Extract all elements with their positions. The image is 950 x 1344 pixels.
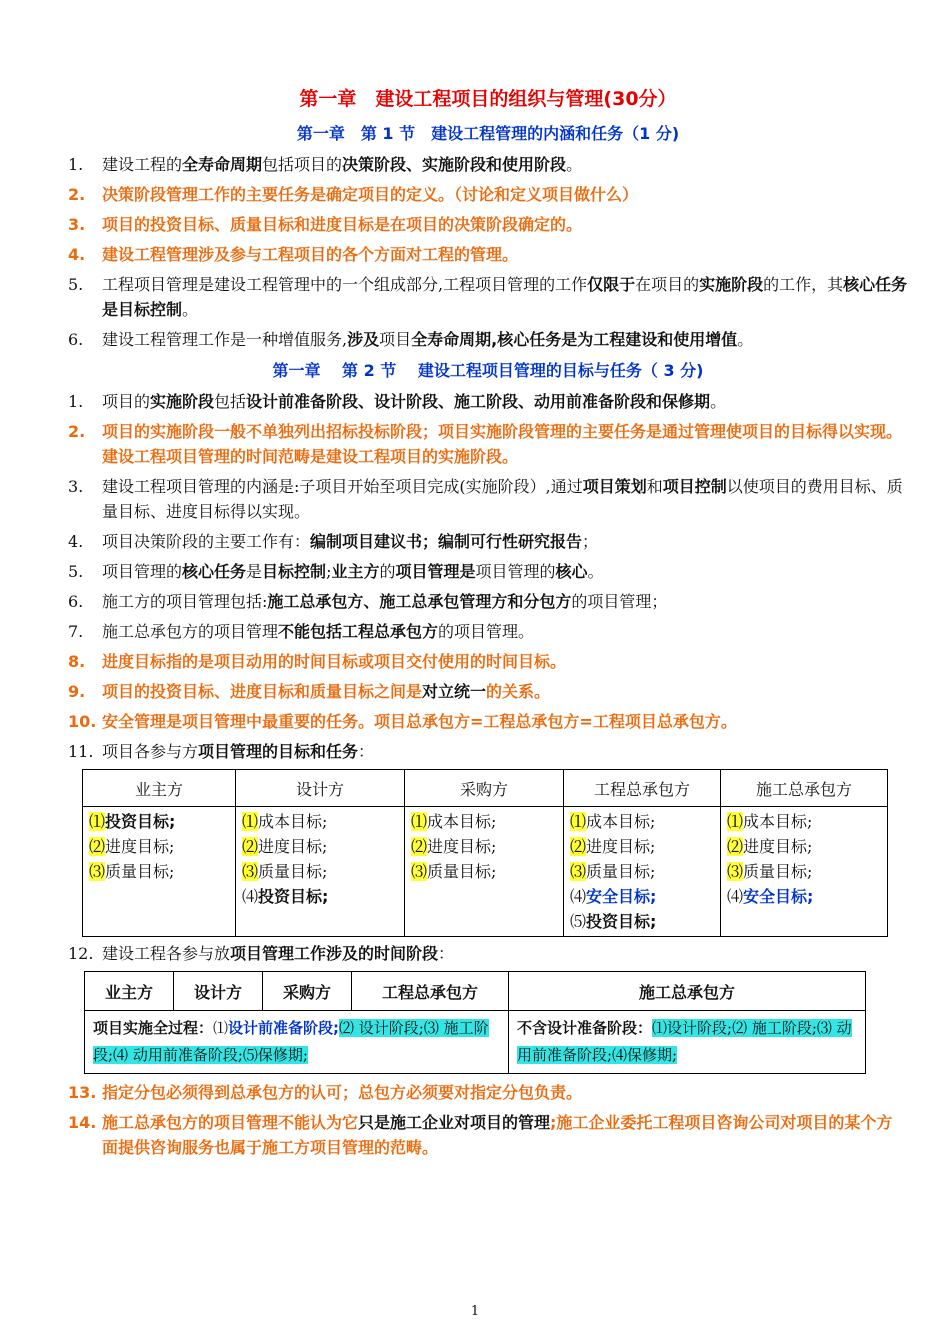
text-run: 进度目标指的是项目动用的时间目标或项目交付使用的时间目标。 bbox=[102, 652, 567, 671]
goal-line bbox=[570, 909, 714, 934]
list-item-text bbox=[102, 182, 908, 207]
section-1-heading: 第一章 第 1 节 建设工程管理的内涵和任务（1 分) bbox=[296, 124, 680, 143]
list-item-text bbox=[102, 152, 908, 177]
text-run: 项目管理是 bbox=[395, 562, 476, 581]
text-run: 包括项目的 bbox=[262, 155, 343, 174]
text-run: 全寿命周期,核心任务是为工程建设和使用增值 bbox=[411, 330, 738, 349]
text-run: ⑴ bbox=[727, 812, 744, 831]
text-run: 质量目标; bbox=[258, 862, 328, 881]
text-run: 投资目标; bbox=[258, 887, 329, 906]
text-run: ⑵ bbox=[411, 837, 428, 856]
list-item-text bbox=[102, 242, 908, 267]
text-run: 项目决策阶段的主要工作有： bbox=[102, 532, 311, 551]
text-run: 项目管理的目标和任务 bbox=[198, 742, 359, 761]
list-item bbox=[68, 242, 908, 267]
phases-cell-right bbox=[509, 1011, 866, 1074]
text-run: 项目 bbox=[379, 330, 412, 349]
text-run: 建设工程管理涉及参与工程项目的各个方面对工程的管理。 bbox=[102, 245, 519, 264]
text-run: 质量目标; bbox=[427, 862, 497, 881]
list-item bbox=[68, 941, 908, 966]
goal-line bbox=[727, 859, 881, 884]
text-run: 建设工程管理工作是一种增值服务, bbox=[102, 330, 348, 349]
list-item bbox=[68, 529, 908, 554]
goals-cell bbox=[236, 807, 405, 937]
text-run: 项目控制 bbox=[662, 477, 727, 496]
text-run: 对立统一 bbox=[422, 682, 487, 701]
text-run: ⑵ 设计阶段;⑶ 施工阶段;⑷ 动用前准备阶段;⑸保修期; bbox=[93, 1019, 489, 1064]
header-cell: 工程总承包方 bbox=[564, 770, 721, 807]
list-item-text bbox=[102, 559, 908, 584]
list-item-text bbox=[102, 1080, 908, 1105]
text-run: 建设工程项目管理的内涵是:子项目开始至项目完成(实施阶段）,通过 bbox=[102, 477, 583, 496]
list-item-number: 2. bbox=[68, 422, 86, 441]
list-item-number: 3. bbox=[68, 215, 86, 234]
goals-cell bbox=[83, 807, 236, 937]
goal-line bbox=[570, 859, 714, 884]
header-cell: 施工总承包方 bbox=[721, 770, 888, 807]
list-item-text bbox=[102, 709, 908, 734]
text-run: ； bbox=[582, 532, 599, 551]
text-run: ⑶ bbox=[570, 862, 587, 881]
text-run: 进度目标; bbox=[258, 837, 328, 856]
list-item bbox=[68, 619, 908, 644]
text-run: 和 bbox=[646, 477, 663, 496]
text-run: 工程项目管理是建设工程管理中的一个组成部分,工程项目管理的工作 bbox=[102, 275, 588, 294]
text-run: ⑴ bbox=[570, 812, 587, 831]
list-item bbox=[68, 1110, 908, 1160]
header-cell: 设计方 bbox=[174, 972, 263, 1011]
text-run: 的工作，其 bbox=[763, 275, 844, 294]
list-item bbox=[68, 327, 908, 352]
goal-line bbox=[727, 809, 881, 834]
phases-table bbox=[84, 971, 866, 1074]
list-item bbox=[68, 212, 908, 237]
list-item-number: 1. bbox=[68, 155, 84, 174]
text-run: ⑷ bbox=[727, 887, 744, 906]
text-run: 。 bbox=[587, 562, 604, 581]
text-run: 目标控制 bbox=[262, 562, 327, 581]
text-run: 项目策划 bbox=[582, 477, 647, 496]
goal-line bbox=[727, 834, 881, 859]
list-item bbox=[68, 182, 908, 207]
list-item-number: 9. bbox=[68, 682, 86, 701]
text-run: ⑸ bbox=[570, 912, 587, 931]
text-run: 成本目标; bbox=[743, 812, 813, 831]
text-run: 核心任务是目标控制 bbox=[102, 275, 908, 319]
text-run: 只是施工企业对项目的管理 bbox=[358, 1113, 551, 1132]
text-run: 项目实施全过程： bbox=[93, 1019, 214, 1037]
list-item-number: 7. bbox=[68, 622, 84, 641]
list-item-text bbox=[102, 327, 908, 352]
section-1-list bbox=[68, 152, 908, 352]
text-run: ⑴设计阶段;⑵ 施工阶段;⑶ 动用前准备阶段;⑷保修期; bbox=[517, 1019, 852, 1064]
goal-line bbox=[411, 859, 557, 884]
text-run: 。 bbox=[710, 392, 727, 411]
header-cell: 业主方 bbox=[85, 972, 174, 1011]
text-run: 建设工程各参与放 bbox=[102, 944, 231, 963]
header-cell: 业主方 bbox=[83, 770, 236, 807]
list-item bbox=[68, 272, 908, 322]
text-run: 的 bbox=[379, 562, 396, 581]
list-item-number: 3. bbox=[68, 477, 84, 496]
list-item-text bbox=[102, 419, 908, 469]
item-12 bbox=[68, 941, 908, 966]
list-item-text bbox=[102, 212, 908, 237]
text-run: ⑴ bbox=[213, 1019, 229, 1037]
list-item-number: 12. bbox=[68, 944, 94, 963]
list-item-text bbox=[102, 679, 908, 704]
list-item-text bbox=[102, 389, 908, 414]
goals-cell bbox=[721, 807, 888, 937]
phases-cell-left bbox=[85, 1011, 509, 1074]
text-run: ⑴ bbox=[89, 812, 106, 831]
text-run: 施工方的项目管理包括: bbox=[102, 592, 268, 611]
list-item-number: 1. bbox=[68, 392, 84, 411]
text-run: 在项目的 bbox=[635, 275, 700, 294]
list-item bbox=[68, 152, 908, 177]
text-run: ⑵ bbox=[570, 837, 587, 856]
text-run: 仅限于 bbox=[587, 275, 636, 294]
goal-line bbox=[242, 859, 398, 884]
text-run: 施工总承包方、施工总承包管理方和分包方 bbox=[267, 592, 572, 611]
list-item-number: 4. bbox=[68, 245, 86, 264]
text-run: 项目管理的 bbox=[102, 562, 183, 581]
text-run: 核心任务 bbox=[182, 562, 247, 581]
goal-line bbox=[242, 809, 398, 834]
text-run: ： bbox=[438, 944, 455, 963]
text-run: 全寿命周期 bbox=[182, 155, 263, 174]
list-item bbox=[68, 474, 908, 524]
header-cell: 采购方 bbox=[405, 770, 564, 807]
goal-line bbox=[570, 809, 714, 834]
text-run: 投资目标; bbox=[586, 912, 657, 931]
text-run: 项目各参与方 bbox=[102, 742, 199, 761]
text-run: 业主方 bbox=[331, 562, 380, 581]
text-run: 成本目标; bbox=[258, 812, 328, 831]
chapter-title: 第一章 建设工程项目的组织与管理(30分） bbox=[299, 88, 677, 110]
list-item-text bbox=[102, 619, 908, 644]
list-item-text bbox=[102, 941, 908, 966]
goal-line bbox=[89, 859, 229, 884]
text-run: 质量目标; bbox=[743, 862, 813, 881]
list-item-number: 10. bbox=[68, 712, 97, 731]
goal-line bbox=[570, 834, 714, 859]
list-item-number: 13. bbox=[68, 1083, 97, 1102]
page-number: 1 bbox=[470, 1304, 480, 1319]
list-item bbox=[68, 649, 908, 674]
goal-line bbox=[411, 809, 557, 834]
list-item-number: 5. bbox=[68, 562, 84, 581]
text-run: ; bbox=[326, 562, 332, 581]
text-run: 质量目标; bbox=[586, 862, 656, 881]
header-cell: 工程总承包方 bbox=[352, 972, 509, 1011]
goal-line bbox=[570, 884, 714, 909]
text-run: 涉及 bbox=[347, 330, 380, 349]
list-item-number: 5. bbox=[68, 275, 84, 294]
list-item-text bbox=[102, 474, 908, 524]
header-cell: 设计方 bbox=[236, 770, 405, 807]
goal-line bbox=[89, 834, 229, 859]
text-run: ⑶ bbox=[411, 862, 428, 881]
text-run: 施工总承包方的项目管理 bbox=[102, 622, 279, 641]
text-run: 项目的实施阶段一般不单独列出招标投标阶段；项目实施阶段管理的主要任务是通过管理使项目的目标得以实现。建设工程项目管理的时间范畴是建设工程项目的实施阶段。 bbox=[102, 422, 903, 466]
text-run: 成本目标; bbox=[586, 812, 656, 831]
text-run: ⑴ bbox=[411, 812, 428, 831]
list-item-number: 4. bbox=[68, 532, 84, 551]
list-item bbox=[68, 679, 908, 704]
phases-table-row bbox=[85, 1011, 866, 1074]
text-run: 实施阶段 bbox=[699, 275, 764, 294]
text-run: 包括 bbox=[214, 392, 247, 411]
text-run: 核心 bbox=[555, 562, 588, 581]
text-run: ⑴ bbox=[242, 812, 259, 831]
list-item-number: 2. bbox=[68, 185, 86, 204]
goals-cell bbox=[405, 807, 564, 937]
text-run: 决策阶段、实施阶段和使用阶段 bbox=[342, 155, 567, 174]
text-run: 的项目管理； bbox=[571, 592, 668, 611]
text-run: 项目的投资目标、进度目标和质量目标之间是 bbox=[102, 682, 423, 701]
text-run: ⑵ bbox=[727, 837, 744, 856]
text-run: 不含设计准备阶段： bbox=[517, 1019, 653, 1037]
header-cell: 施工总承包方 bbox=[509, 972, 866, 1011]
text-run: 以使项目的费用目标、质量目标、进度目标得以实现。 bbox=[102, 477, 903, 521]
text-run: ⑶ bbox=[89, 862, 106, 881]
list-item-text bbox=[102, 649, 908, 674]
text-run: 。 bbox=[737, 330, 754, 349]
text-run: ⑷ bbox=[242, 887, 259, 906]
list-item-text bbox=[102, 529, 908, 554]
text-run: 编制项目建议书；编制可行性研究报告 bbox=[310, 532, 583, 551]
list-item-text bbox=[102, 739, 908, 764]
list-item bbox=[68, 589, 908, 614]
text-run: 项目管理的 bbox=[475, 562, 556, 581]
goals-table-row bbox=[83, 807, 888, 937]
text-run: 进度目标; bbox=[105, 837, 175, 856]
text-run: ： bbox=[358, 742, 375, 761]
text-run: 安全目标; bbox=[743, 887, 814, 906]
text-run: 设计前准备阶段、设计阶段、施工阶段、动用前准备阶段和保修期 bbox=[246, 392, 711, 411]
text-run: 安全管理是项目管理中最重要的任务。项目总承包方=工程总承包方=工程项目总承包方。 bbox=[102, 712, 737, 731]
text-run: ;施工企业委托工程项目咨询公司对项目的某个方面提供咨询服务也属于施工方项目管理的范畴。 bbox=[102, 1113, 893, 1157]
list-item bbox=[68, 419, 908, 469]
list-item-number: 8. bbox=[68, 652, 86, 671]
goal-line bbox=[242, 884, 398, 909]
goals-table bbox=[82, 769, 888, 937]
text-run: ⑷ bbox=[570, 887, 587, 906]
list-item bbox=[68, 559, 908, 584]
list-item-number: 14. bbox=[68, 1113, 97, 1132]
document-page bbox=[68, 80, 908, 1165]
goal-line bbox=[727, 884, 881, 909]
text-run: 质量目标; bbox=[105, 862, 175, 881]
text-run: 决策阶段管理工作的主要任务是确定项目的定义。（讨论和定义项目做什么） bbox=[102, 185, 639, 204]
text-run: 施工总承包方的项目管理不能认为它 bbox=[102, 1113, 359, 1132]
text-run: ⑶ bbox=[242, 862, 259, 881]
text-run: ⑵ bbox=[242, 837, 259, 856]
text-run: 项目的 bbox=[102, 392, 151, 411]
goal-line bbox=[411, 834, 557, 859]
list-item-text bbox=[102, 1110, 908, 1160]
phases-table-header bbox=[85, 972, 866, 1011]
text-run: 的项目管理。 bbox=[438, 622, 535, 641]
list-item-text bbox=[102, 272, 908, 322]
text-run: 成本目标; bbox=[427, 812, 497, 831]
text-run: ⑶ bbox=[727, 862, 744, 881]
text-run: 进度目标; bbox=[427, 837, 497, 856]
goal-line bbox=[89, 809, 229, 834]
section-2-heading: 第一章 第 2 节 建设工程项目管理的目标与任务（ 3 分) bbox=[272, 361, 704, 380]
text-run: 是 bbox=[246, 562, 263, 581]
text-run: 进度目标; bbox=[743, 837, 813, 856]
list-item-number: 6. bbox=[68, 592, 84, 611]
header-cell: 采购方 bbox=[263, 972, 352, 1011]
text-run: 进度目标; bbox=[586, 837, 656, 856]
tail-list bbox=[68, 1080, 908, 1160]
text-run: 。 bbox=[566, 155, 583, 174]
text-run: 。 bbox=[182, 300, 199, 319]
text-run: 不能包括工程总承包方 bbox=[278, 622, 439, 641]
list-item bbox=[68, 709, 908, 734]
text-run: 的关系。 bbox=[486, 682, 551, 701]
list-item bbox=[68, 1080, 908, 1105]
list-item-number: 6. bbox=[68, 330, 84, 349]
text-run: 建设工程的 bbox=[102, 155, 183, 174]
text-run: ⑵ bbox=[89, 837, 106, 856]
list-item-text bbox=[102, 589, 908, 614]
text-run: 实施阶段 bbox=[150, 392, 215, 411]
text-run: 项目管理工作涉及的时间阶段 bbox=[230, 944, 439, 963]
text-run: 项目的投资目标、质量目标和进度目标是在项目的决策阶段确定的。 bbox=[102, 215, 583, 234]
text-run: 投资目标; bbox=[105, 812, 176, 831]
text-run: 指定分包必须得到总承包方的认可；总包方必须要对指定分包负责。 bbox=[102, 1083, 583, 1102]
goals-cell bbox=[564, 807, 721, 937]
section-2-list bbox=[68, 389, 908, 764]
goal-line bbox=[242, 834, 398, 859]
text-run: 设计前准备阶段; bbox=[228, 1019, 340, 1037]
list-item bbox=[68, 389, 908, 414]
goals-table-header bbox=[83, 770, 888, 807]
text-run: 安全目标; bbox=[586, 887, 657, 906]
list-item-number: 11. bbox=[68, 742, 94, 761]
list-item bbox=[68, 739, 908, 764]
